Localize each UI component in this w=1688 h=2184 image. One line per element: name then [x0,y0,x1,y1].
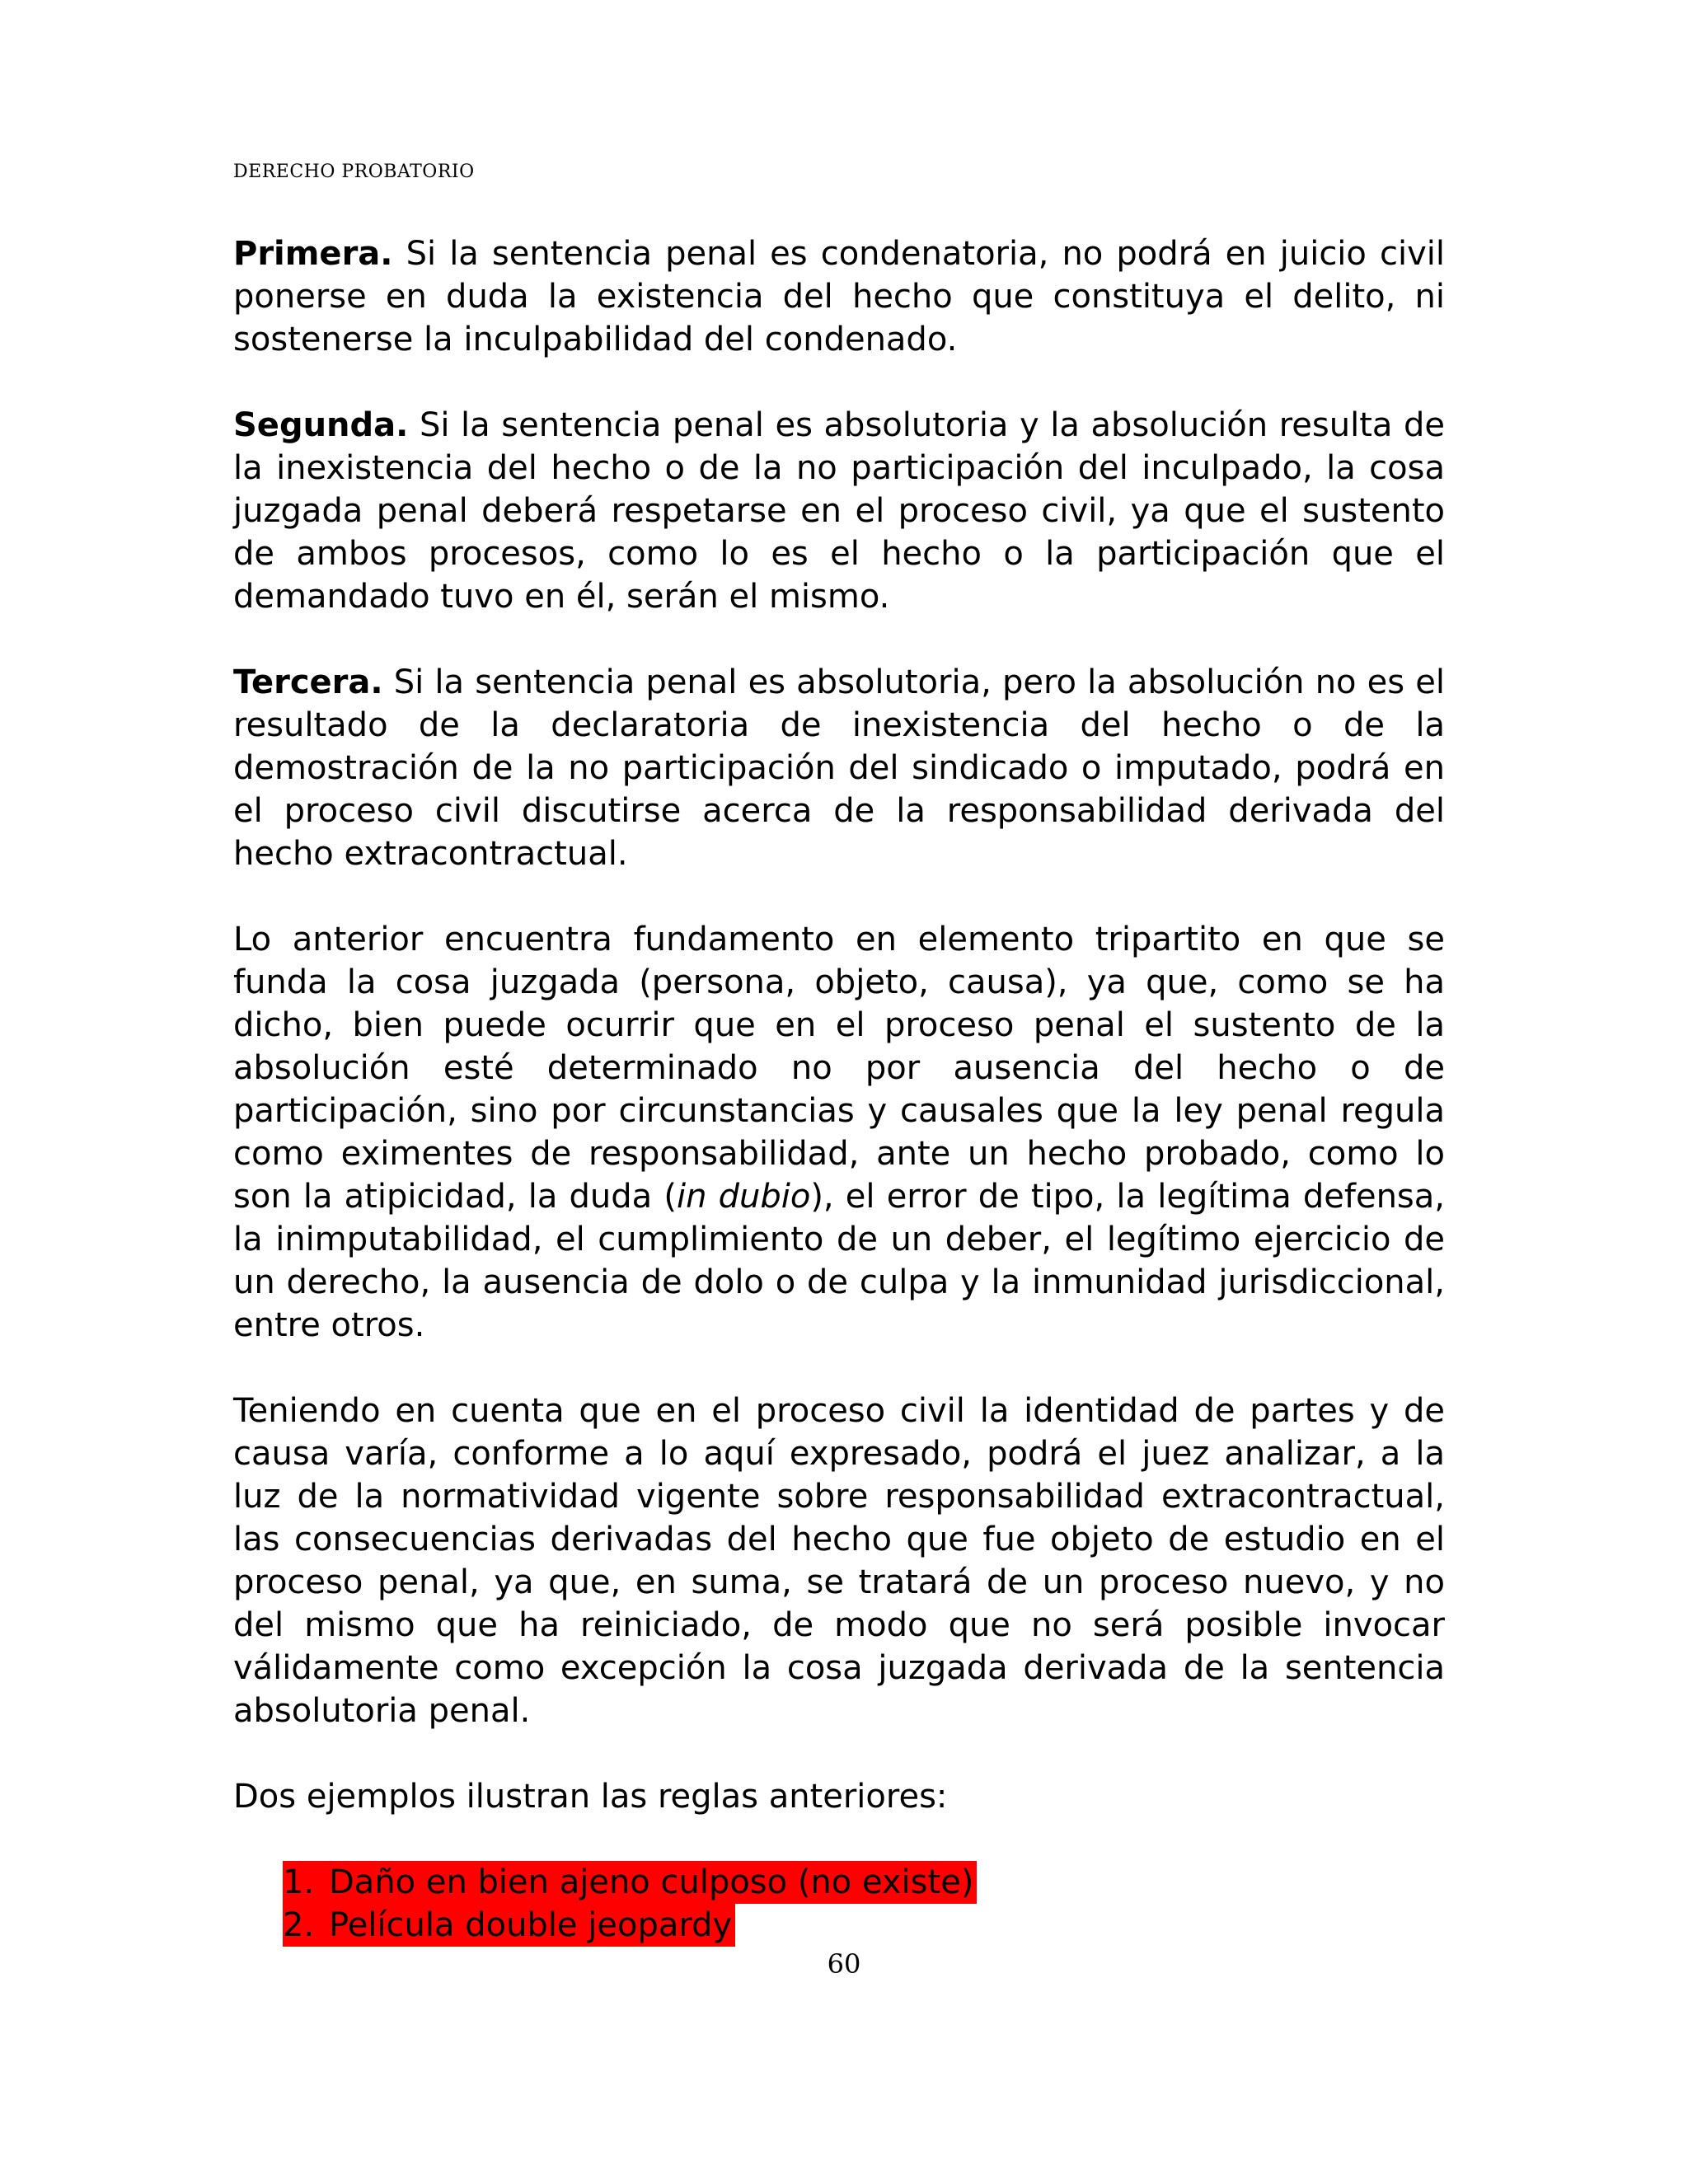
paragraph-primera [233,232,1445,361]
paragraph-text: ), el error de tipo, la legítima defensa, la inimputabilidad, el cumplimiento de un deber, el legítimo ejercicio de un derecho, la ausencia de dolo o de culpa y la inmunidad jurisdiccional, entre otros. [233,1178,1445,1344]
running-header: DERECHO PROBATORIO [233,162,475,182]
paragraph-tercera [233,661,1445,875]
examples-list [233,1861,1445,1947]
paragraph-text: Si la sentencia penal es absolutoria, pero la absolución no es el resultado de la declaratoria de inexistencia del hecho o de la demostración de la no participación del sindicado o imputado, podrá en el proceso civil discutirse acerca de la responsabilidad derivada del hecho extracontractual. [233,663,1446,873]
paragraph-text: Lo anterior encuentra fundamento en elemento tripartito en que se funda la cosa juzgada (persona, objeto, causa), ya que, como se ha dicho, bien puede ocurrir que en el proceso penal el sustento de la absolución esté determinado no por ausencia del hecho o de participación, sino por circunstancias y causales que la ley penal regula como eximentes de responsabilidad, ante un hecho probado, como lo son la atipicidad, la duda ( [233,921,1445,1216]
paragraph-text: Teniendo en cuenta que en el proceso civil la identidad de partes y de causa varía, conforme a lo aquí expresado, podrá el juez analizar, a la luz de la normatividad vigente sobre responsabilidad extracontractual, las consecuencias derivadas del hecho que fue objeto de estudio en el proceso penal, ya que, en suma, se tratará de un proceso nuevo, y no del mismo que ha reiniciado, de modo que no será posible invocar válidamente como excepción la cosa juzgada derivada de la sentencia absolutoria penal. [233,1392,1445,1730]
list-number: 1. [283,1863,315,1901]
highlighted-text [283,1904,735,1947]
paragraph-identidad [233,1390,1445,1732]
paragraph-lead: Primera. [233,235,393,273]
page-content [233,232,1445,1947]
paragraph-text: Si la sentencia penal es condenatoria, no podrá en juicio civil ponerse en duda la existencia del hecho que constituya el delito, ni sostenerse la inculpabilidad del condenado. [233,235,1446,359]
paragraph-lead: Segunda. [233,406,409,444]
paragraph-segunda [233,404,1445,618]
paragraph-fundamento [233,918,1445,1347]
list-number: 2. [283,1906,315,1944]
list-item [283,1861,1445,1904]
list-item-text: Daño en bien ajeno culposo (no existe) [329,1863,974,1901]
paragraph-ejemplos-intro [233,1775,1445,1818]
paragraph-text: Si la sentencia penal es absolutoria y la absolución resulta de la inexistencia del hecho o de la no participación del inculpado, la cosa juzgada penal deberá respetarse en el proceso civil, ya que el sustento de ambos procesos, como lo es el hecho o la participación que el demandado tuvo en él, serán el mismo. [233,406,1445,616]
list-item [283,1904,1445,1947]
paragraph-lead: Tercera. [233,663,383,701]
italic-term: in dubio [676,1178,811,1216]
paragraph-text: Dos ejemplos ilustran las reglas anteriores: [233,1778,948,1816]
highlighted-text [283,1861,977,1904]
page-number: 60 [827,1948,861,1980]
list-item-text: Película double jeopardy [329,1906,733,1944]
